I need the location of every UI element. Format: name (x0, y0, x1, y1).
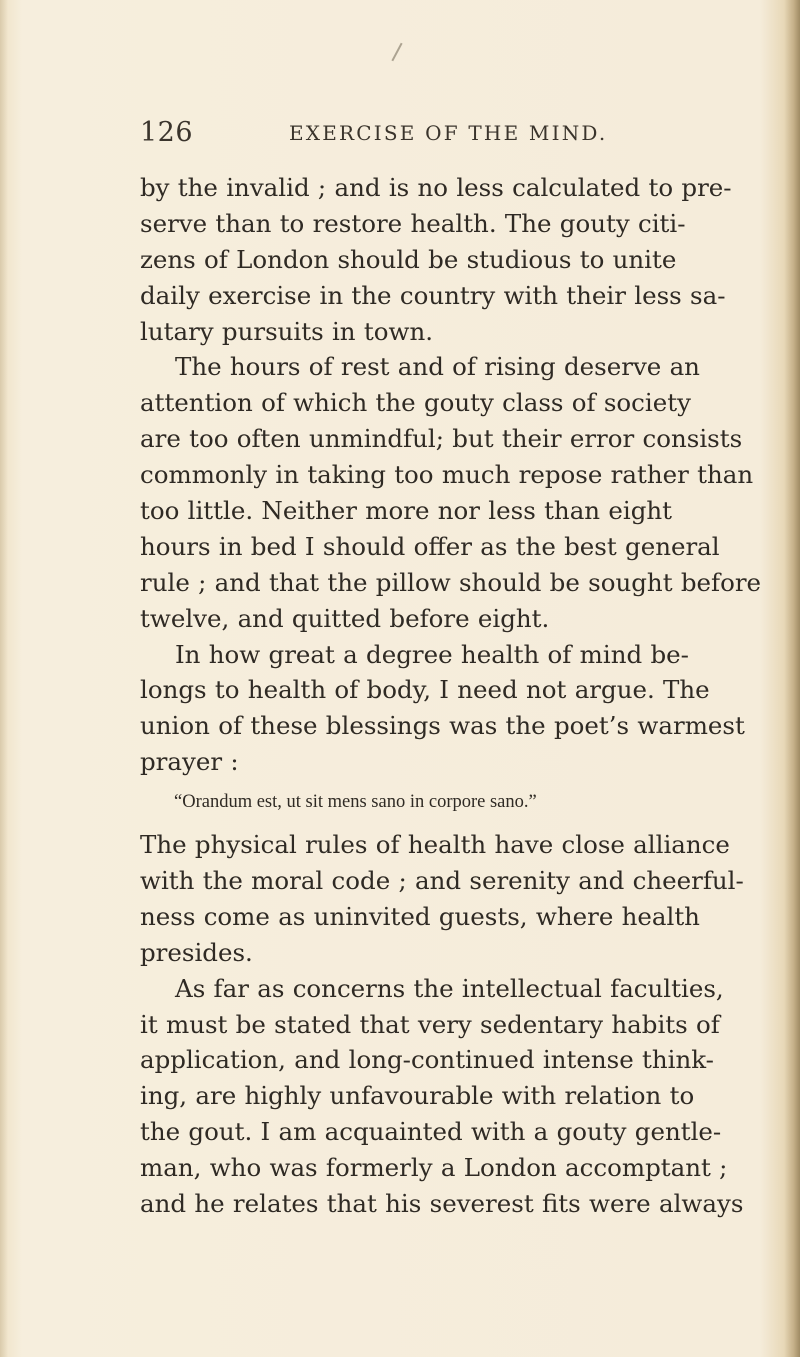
text-line: lutary pursuits in town. (140, 316, 434, 346)
text-line: rule ; and that the pillow should be sought before (140, 567, 762, 597)
text-line: daily exercise in the country with their less sa- (140, 280, 726, 310)
text-line: zens of London should be studious to unite (140, 244, 677, 274)
page-edge-shadow (784, 0, 800, 1357)
paragraph-start: The hours of rest and of rising deserve an (175, 352, 700, 382)
text-line: too little. Neither more nor less than eight (140, 496, 673, 526)
text-line: by the invalid ; and is no less calculated to pre- (140, 173, 732, 202)
text-line: twelve, and quitted before eight. (140, 603, 550, 633)
text-line: serve than to restore health. The gouty citi- (140, 208, 686, 238)
text-line: presides. (140, 937, 253, 967)
text-line: union of these blessings was the poet’s warmest (140, 711, 745, 741)
page-number: 126 (140, 117, 194, 148)
text-line: application, and long-continued intense think- (140, 1045, 714, 1075)
running-title: EXERCISE OF THE MIND. (289, 121, 608, 145)
text-line: attention of which the gouty class of society (140, 388, 691, 418)
text-line: are too often unmindful; but their error consists (140, 424, 743, 454)
text-line: hours in bed I should offer as the best general (140, 531, 720, 561)
text-line: and he relates that his severest fits were always (140, 1189, 744, 1219)
latin-quotation: “Orandum est, ut sit mens sano in corpore sano.” (174, 792, 537, 813)
paragraph-start: In how great a degree health of mind be- (175, 639, 689, 669)
text-line: prayer : (140, 747, 239, 777)
page-body (140, 170, 762, 1222)
text-line: the gout. I am acquainted with a gouty gentle- (140, 1117, 722, 1147)
paragraph-start: As far as concerns the intellectual faculties, (175, 973, 724, 1003)
text-line: it must be stated that very sedentary habits of (140, 1009, 720, 1039)
text-line: longs to health of body, I need not argue. The (140, 675, 710, 705)
text-line: with the moral code ; and serenity and cheerful- (140, 866, 744, 896)
page-header (140, 117, 700, 157)
pencil-mark (391, 43, 402, 62)
text-line: ness come as uninvited guests, where health (140, 901, 700, 931)
text-line: man, who was formerly a London accomptant ; (140, 1153, 728, 1183)
text-line: ing, are highly unfavourable with relation to (140, 1081, 695, 1111)
gutter-shadow (0, 0, 8, 1357)
text-line: commonly in taking too much repose rather than (140, 460, 754, 490)
text-line: The physical rules of health have close alliance (140, 830, 730, 860)
